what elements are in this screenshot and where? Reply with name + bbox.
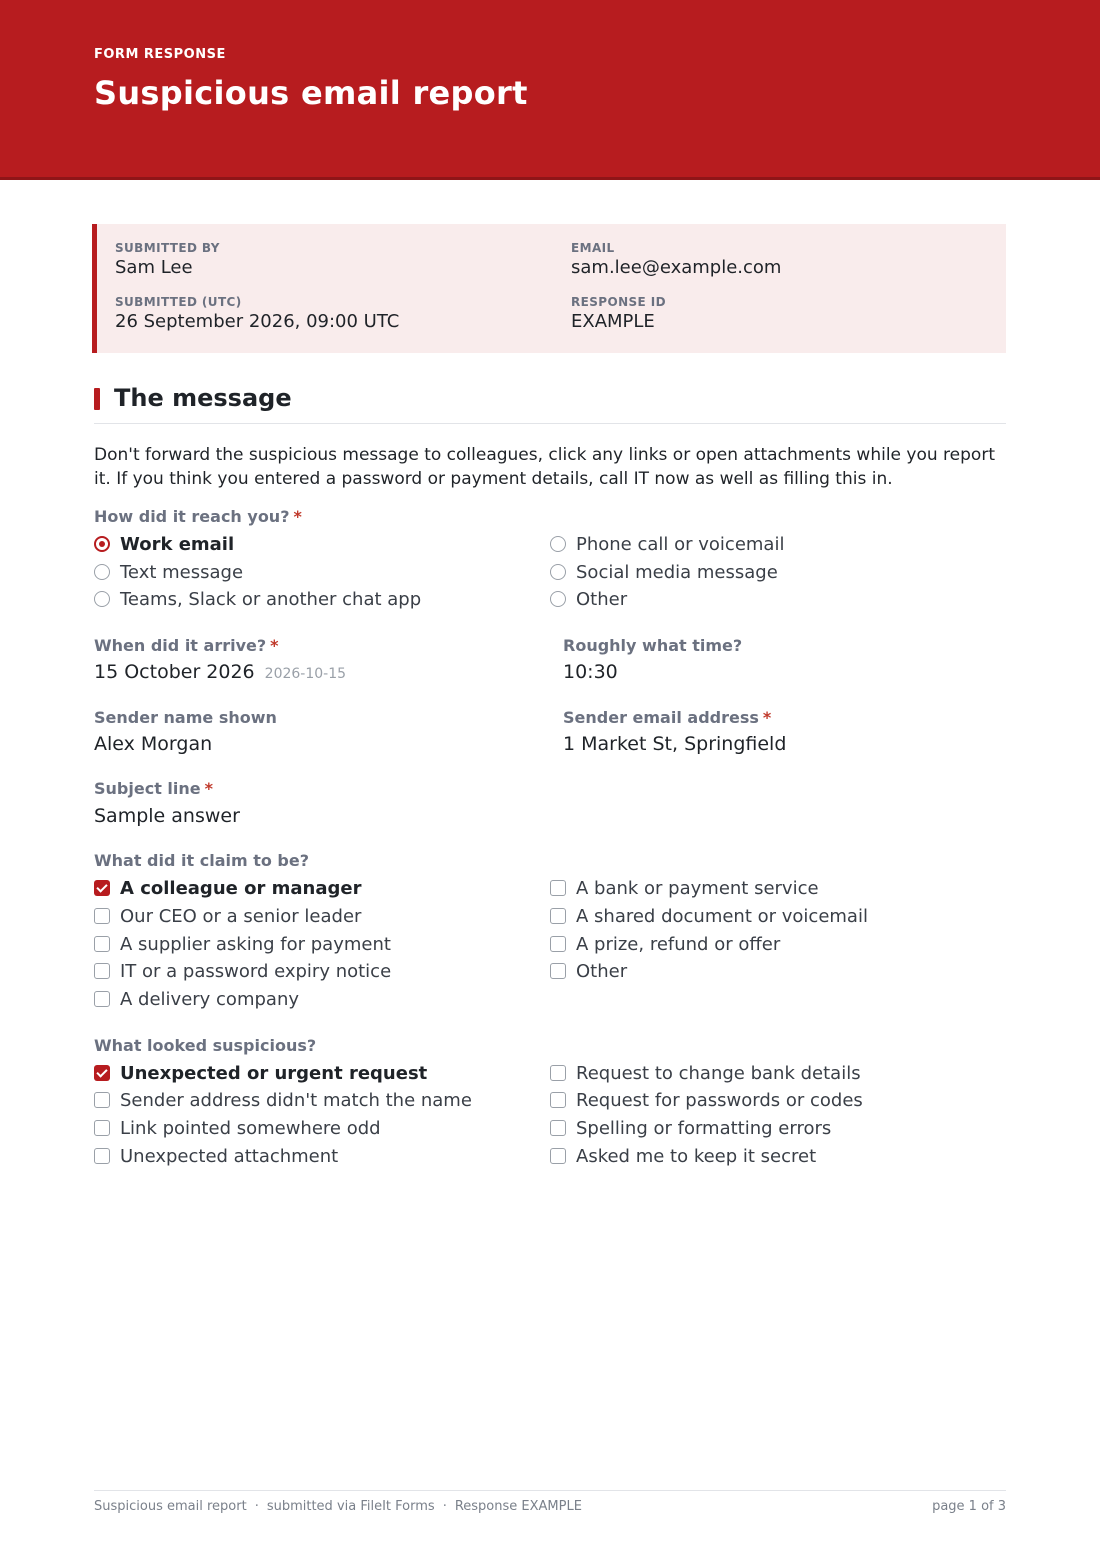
checkbox-icon [94, 1120, 110, 1136]
radio-icon [94, 591, 110, 607]
question-label [563, 636, 742, 655]
option-label: Social media message [576, 561, 778, 583]
checkbox-icon [550, 1120, 566, 1136]
meta-value: sam.lee@example.com [571, 257, 782, 278]
radio-option[interactable] [550, 560, 778, 584]
question-label-text: When did it arrive? [94, 636, 267, 655]
option-label: Asked me to keep it secret [576, 1145, 817, 1167]
header-kicker: FORM RESPONSE [94, 47, 226, 62]
option-label: A prize, refund or offer [576, 933, 781, 955]
section-title: The message [114, 384, 292, 412]
checkbox-icon [94, 1148, 110, 1164]
checkbox-option[interactable] [550, 1116, 831, 1140]
radio-icon [550, 564, 566, 580]
meta-value: EXAMPLE [571, 311, 655, 332]
footer-form-name: Suspicious email report [94, 1499, 247, 1514]
meta-email [571, 241, 781, 278]
question-label-text: Sender email address [563, 708, 759, 727]
checkbox-icon [550, 963, 566, 979]
option-label: Work email [120, 533, 235, 555]
question-label [94, 1036, 316, 1055]
option-label: Request for passwords or codes [576, 1089, 863, 1111]
sender-name-answer: Alex Morgan [94, 733, 213, 755]
checkbox-option[interactable] [550, 1088, 863, 1112]
option-label: A colleague or manager [120, 877, 362, 899]
checkbox-icon [94, 991, 110, 1007]
option-label: A bank or payment service [576, 877, 819, 899]
meta-value: 26 September 2026, 09:00 UTC [115, 311, 400, 332]
radio-icon [94, 564, 110, 580]
checkbox-icon [550, 908, 566, 924]
required-marker: * [270, 636, 279, 655]
question-label-text: Subject line [94, 779, 201, 798]
checkbox-option[interactable] [550, 1061, 861, 1085]
radio-option[interactable] [94, 532, 234, 556]
question-label-text: How did it reach you? [94, 507, 290, 526]
subject-answer: Sample answer [94, 805, 240, 827]
footer-separator: · [254, 1499, 259, 1514]
option-label: Unexpected attachment [120, 1145, 339, 1167]
checkbox-option[interactable] [94, 959, 391, 983]
question-label [94, 507, 302, 526]
option-label: Phone call or voicemail [576, 533, 785, 555]
checkbox-option[interactable] [94, 904, 361, 928]
checkbox-option[interactable] [550, 904, 868, 928]
checkbox-icon [550, 1065, 566, 1081]
checkbox-option[interactable] [550, 876, 819, 900]
option-label: Sender address didn't match the name [120, 1089, 472, 1111]
radio-option[interactable] [550, 532, 784, 556]
option-label: Spelling or formatting errors [576, 1117, 832, 1139]
page-number: page 1 of 3 [932, 1499, 1006, 1514]
checkbox-checked-icon [94, 1065, 110, 1081]
option-label: A supplier asking for payment [120, 933, 391, 955]
meta-submitted-utc [115, 295, 399, 332]
time-answer: 10:30 [563, 661, 618, 683]
option-label: Teams, Slack or another chat app [120, 588, 422, 610]
question-label-text: Sender name shown [94, 708, 277, 727]
checkbox-option[interactable] [94, 932, 391, 956]
radio-option[interactable] [94, 587, 421, 611]
meta-label: SUBMITTED BY [115, 241, 220, 255]
required-marker: * [762, 708, 772, 727]
checkbox-icon [550, 936, 566, 952]
question-label [94, 636, 279, 655]
question-label-text: What did it claim to be? [94, 851, 310, 870]
footer-separator: · [442, 1499, 447, 1514]
radio-option[interactable] [94, 560, 243, 584]
option-label: Our CEO or a senior leader [120, 905, 362, 927]
date-answer [94, 661, 346, 683]
checkbox-option[interactable] [94, 876, 361, 900]
radio-icon [550, 536, 566, 552]
checkbox-icon [94, 1092, 110, 1108]
section-intro: Don't forward the suspicious message to colleagues, click any links or open attachments while you report it. If you think you entered a password or payment details, call IT now as well as filling this in. [94, 445, 995, 489]
checkbox-checked-icon [94, 880, 110, 896]
option-label: Other [576, 960, 628, 982]
checkbox-option[interactable] [94, 987, 299, 1011]
meta-label: EMAIL [571, 241, 615, 255]
date-value: 15 October 2026 [94, 661, 255, 683]
meta-submitted-by [115, 241, 220, 278]
required-marker: * [293, 507, 302, 526]
meta-label: SUBMITTED (UTC) [115, 295, 242, 309]
meta-response-id [571, 295, 666, 332]
footer-info [94, 1499, 582, 1514]
section-heading [94, 384, 1006, 424]
checkbox-icon [550, 1092, 566, 1108]
footer-via: submitted via FileIt Forms [266, 1499, 435, 1514]
sender-email-answer: 1 Market St, Springfield [563, 733, 787, 755]
option-label: IT or a password expiry notice [120, 960, 392, 982]
radio-icon [550, 591, 566, 607]
question-label [94, 779, 213, 798]
date-iso: 2026-10-15 [264, 666, 347, 682]
question-label-text: What looked suspicious? [94, 1036, 317, 1055]
checkbox-icon [550, 880, 566, 896]
page-title: Suspicious email report [94, 74, 528, 112]
meta-label: RESPONSE ID [571, 295, 666, 309]
report-header [0, 0, 1100, 180]
option-label: Request to change bank details [576, 1062, 861, 1084]
meta-value: Sam Lee [115, 257, 193, 278]
option-label: Unexpected or urgent request [120, 1062, 428, 1084]
option-label: Link pointed somewhere odd [120, 1117, 381, 1139]
checkbox-icon [94, 936, 110, 952]
required-marker: * [204, 779, 213, 798]
option-label: Other [576, 588, 628, 610]
checkbox-option[interactable] [550, 932, 780, 956]
radio-selected-icon [94, 536, 110, 552]
checkbox-option[interactable] [94, 1116, 381, 1140]
footer-divider [94, 1490, 1006, 1491]
radio-option[interactable] [550, 587, 627, 611]
question-label [94, 708, 277, 727]
question-label [94, 851, 309, 870]
option-label: Text message [120, 561, 244, 583]
option-label: A shared document or voicemail [576, 905, 868, 927]
submission-meta-panel [92, 224, 1006, 353]
footer-response: Response EXAMPLE [454, 1499, 582, 1514]
question-label-text: Roughly what time? [563, 636, 743, 655]
checkbox-icon [94, 908, 110, 924]
checkbox-icon [550, 1148, 566, 1164]
option-label: A delivery company [120, 988, 299, 1010]
checkbox-option[interactable] [550, 959, 627, 983]
question-label [563, 708, 771, 727]
checkbox-option[interactable] [94, 1061, 427, 1085]
checkbox-icon [94, 963, 110, 979]
section-accent-bar [94, 388, 100, 410]
checkbox-option[interactable] [550, 1144, 816, 1168]
checkbox-option[interactable] [94, 1088, 472, 1112]
checkbox-option[interactable] [94, 1144, 338, 1168]
